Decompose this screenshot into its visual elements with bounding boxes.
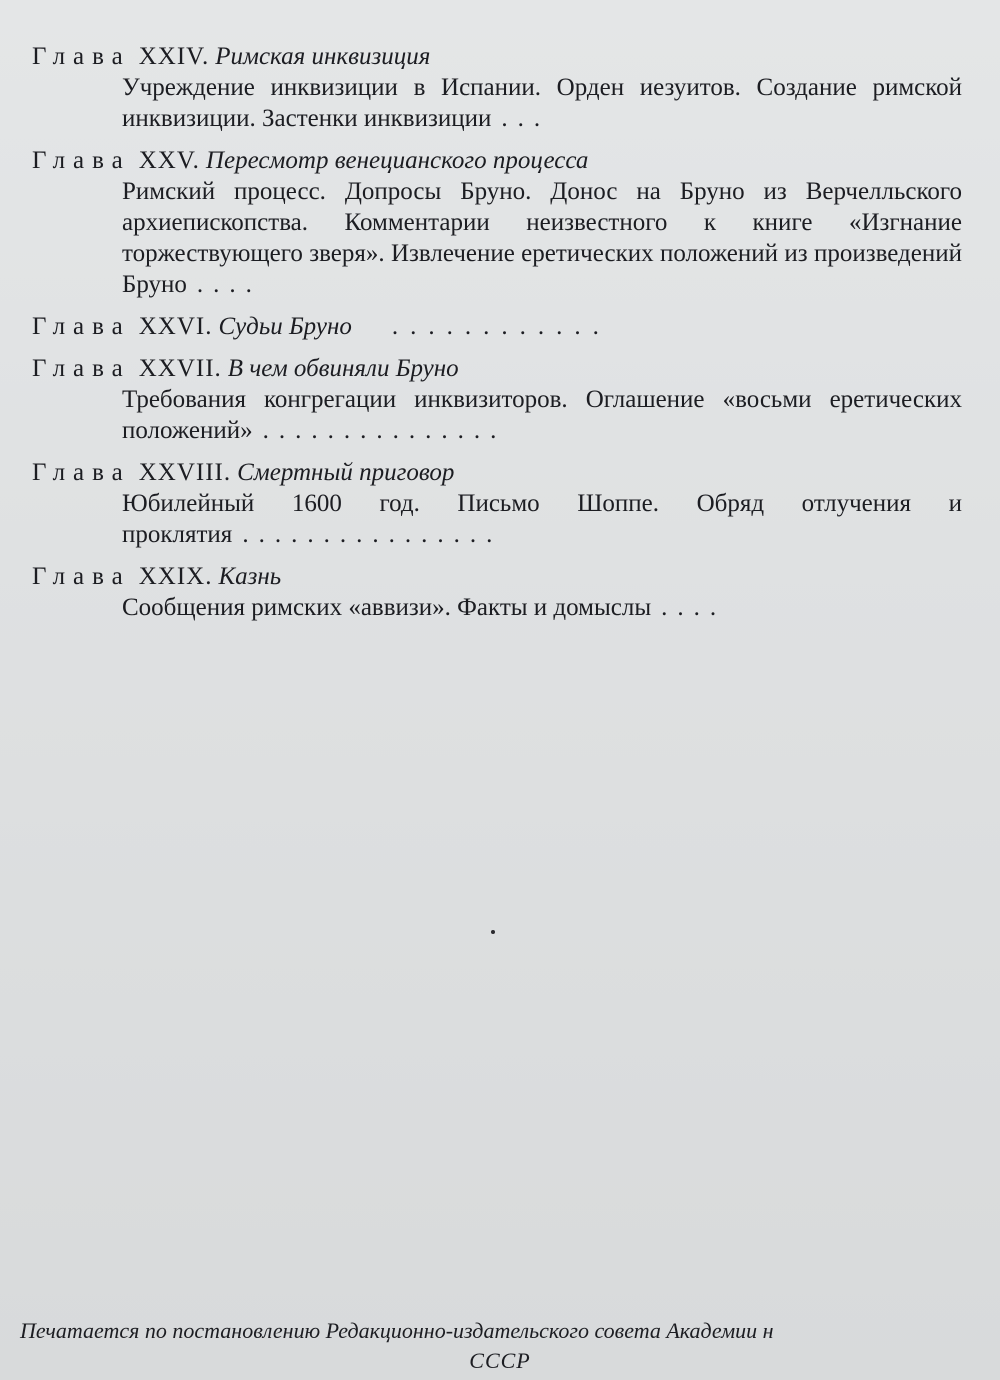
imprint-note	[0, 1316, 1000, 1376]
chapter-title: Пересмотр венецианского процесса	[205, 147, 589, 174]
chapter-summary	[122, 384, 962, 446]
chapter-heading	[32, 354, 962, 384]
chapter-entry-29	[32, 562, 962, 623]
chapter-title: Судьи Бруно	[218, 313, 352, 340]
chapter-entry-27	[32, 354, 962, 446]
chapter-heading	[32, 562, 962, 592]
chapter-summary	[122, 72, 962, 134]
chapter-summary-text: Учреждение инквизиции в Испании. Орден иезуитов. Создание римской инквизиции. Застенки инквизиции	[122, 74, 962, 132]
leader-dots: ...	[501, 105, 551, 132]
chapter-word: Глава	[32, 563, 131, 590]
chapter-word: Глава	[32, 459, 131, 486]
chapter-word: Глава	[32, 147, 131, 174]
chapter-word: Глава	[32, 313, 131, 340]
chapter-summary	[122, 176, 962, 300]
chapter-number: XXVII.	[138, 355, 222, 382]
chapter-number: XXVI.	[138, 313, 213, 340]
chapter-number: XXVIII.	[138, 459, 232, 486]
chapter-heading	[32, 146, 962, 176]
chapter-heading	[32, 458, 962, 488]
imprint-line-2: СССР	[469, 1348, 531, 1373]
chapter-entry-25	[32, 146, 962, 300]
chapter-number: XXV.	[138, 147, 200, 174]
chapter-number: XXIX.	[138, 563, 213, 590]
chapter-word: Глава	[32, 355, 131, 382]
leader-dots: ............	[391, 313, 611, 340]
chapter-summary-text: Римский процесс. Допросы Бруно. Донос на Бруно из Верчелльского архиепископства. Комментарии неизвестного к книге «Изгнание торжествующего зверя». Извлечение еретических положений из произведений Бруно	[122, 178, 962, 298]
chapter-entry-26	[32, 312, 962, 342]
chapter-summary-text: Требования конгрегации инквизиторов. Оглашение «восьми еретических положений»	[122, 386, 962, 444]
chapter-title: Казнь	[218, 563, 282, 590]
imprint-line-1: Печатается по постановлению Редакционно-издательского совета Академии н	[20, 1318, 774, 1343]
chapter-title: Смертный приговор	[237, 459, 455, 486]
chapter-summary-text: Сообщения римских «аввизи». Факты и домыслы	[122, 594, 652, 621]
chapter-entry-28	[32, 458, 962, 550]
table-of-contents	[32, 42, 962, 635]
leader-dots: ................	[242, 521, 503, 548]
chapter-summary	[122, 488, 962, 550]
chapter-number: XXIV.	[138, 43, 210, 70]
chapter-entry-24	[32, 42, 962, 134]
chapter-title: Римская инквизиция	[215, 43, 431, 70]
ink-speck	[491, 930, 495, 934]
chapter-title: В чем обвиняли Бруно	[227, 355, 459, 382]
leader-dots: ....	[661, 594, 727, 621]
chapter-heading	[32, 42, 962, 72]
leader-dots: ...............	[262, 417, 507, 444]
chapter-heading	[32, 312, 962, 342]
chapter-summary-text: Юбилейный 1600 год. Письмо Шоппе. Обряд отлучения и проклятия	[122, 490, 962, 548]
chapter-summary	[122, 592, 962, 623]
chapter-word: Глава	[32, 43, 131, 70]
leader-dots: ....	[196, 271, 262, 298]
